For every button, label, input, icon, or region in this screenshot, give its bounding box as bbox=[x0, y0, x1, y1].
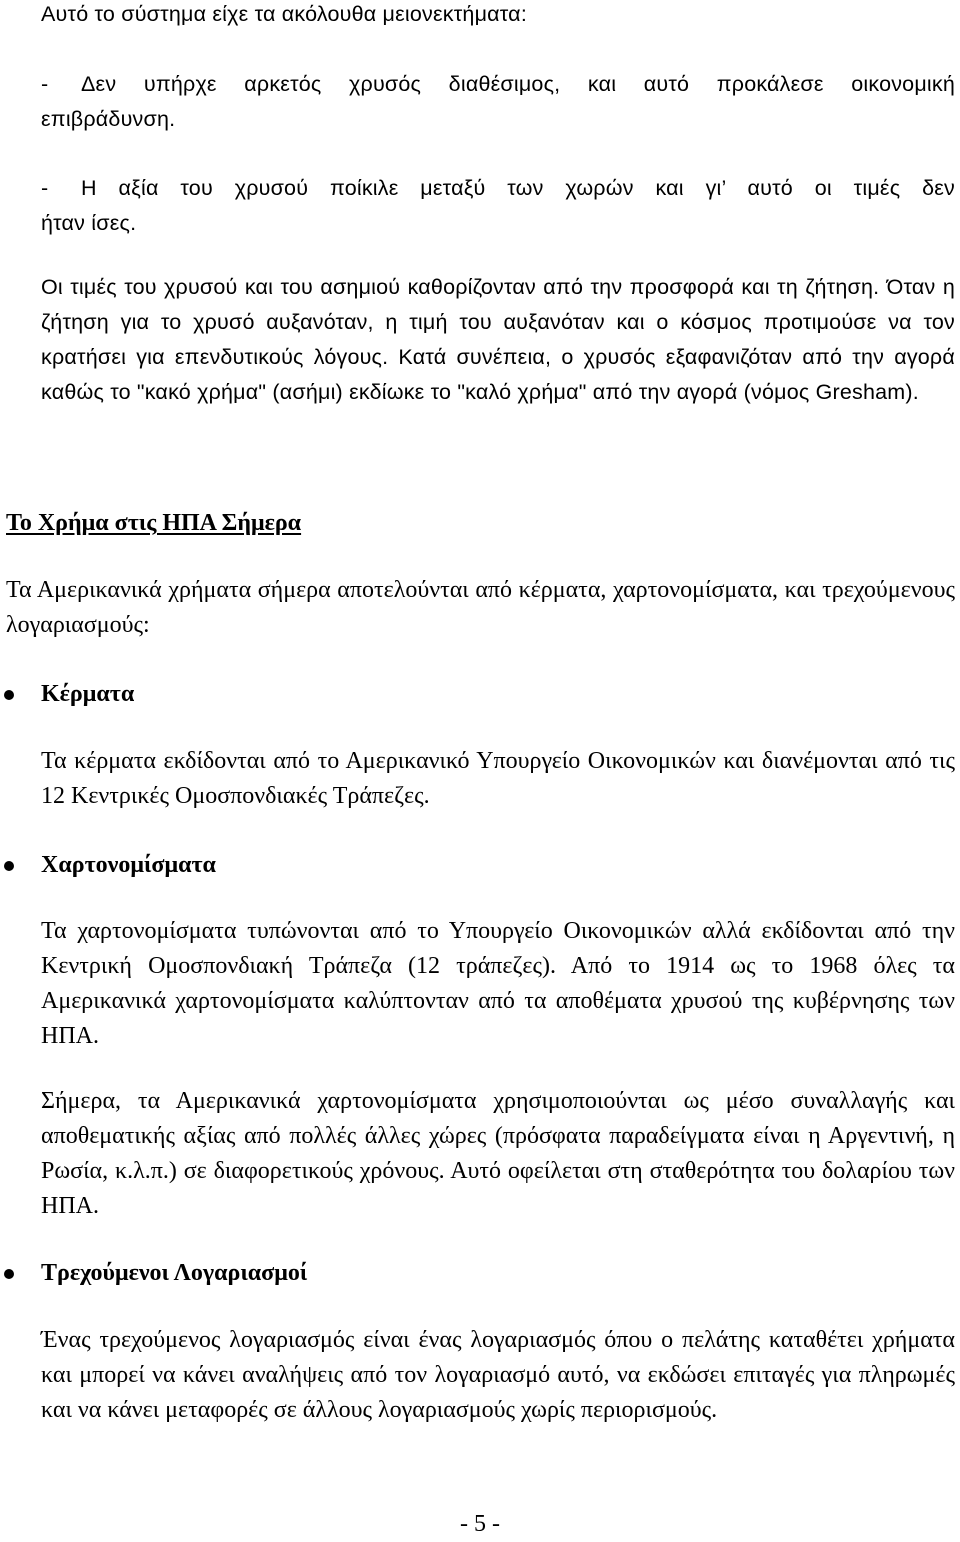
bullet-title: Κέρματα bbox=[41, 681, 135, 707]
disadvantage-item-2 bbox=[41, 171, 955, 241]
dash-marker: - bbox=[41, 176, 49, 200]
bullet-banknotes bbox=[0, 848, 960, 883]
disadvantage-line: ήταν ίσες. bbox=[41, 211, 137, 235]
bullet-title: Χαρτονομίσματα bbox=[41, 852, 216, 878]
intro-line: Αυτό το σύστημα είχε τα ακόλουθα μειονεκτήματα: bbox=[41, 2, 527, 26]
disadvantage-line: Δεν υπήρχε αρκετός χρυσός διαθέσιμος, και αυτό προκάλεσε οικονομική bbox=[81, 72, 955, 96]
disadvantage-item-1 bbox=[41, 67, 955, 137]
page-number: - 5 - bbox=[460, 1511, 500, 1537]
bullet-icon bbox=[4, 861, 14, 871]
bullet-checking bbox=[0, 1256, 960, 1291]
banknotes-text-1: Τα χαρτονομίσματα τυπώνονται από το Υπουργείο Οικονομικών αλλά εκδίδονται από την Κεντρική Ομοσπονδιακή Τράπεζα (12 τράπεζες). Από το 1914 ως το 1968 όλες τα Αμερικανικά χαρτονομίσματα καλύπτονταν από τα αποθέματα χρυσού της κυβέρνησης των ΗΠΑ. bbox=[41, 918, 955, 1049]
disadvantage-line: επιβράδυνση. bbox=[41, 107, 176, 131]
bullet-coins bbox=[0, 677, 960, 712]
section-heading: Το Χρήμα στις ΗΠΑ Σήμερα bbox=[6, 510, 302, 536]
bullet-icon bbox=[4, 1269, 14, 1279]
section-intro: Τα Αμερικανικά χρήματα σήμερα αποτελούνται από κέρματα, χαρτονομίσματα, και τρεχούμενους λογαριασμούς: bbox=[6, 577, 955, 638]
checking-text: Ένας τρεχούμενος λογαριασμός είναι ένας λογαριασμός όπου ο πελάτης καταθέτει χρήματα και μπορεί να κάνει αναλήψεις από τον λογαριασμό αυτό, να εκδώσει επιταγές για πληρωμές και να κάνει μεταφορές σε άλλους λογαριασμούς χωρίς περιορισμούς. bbox=[41, 1327, 955, 1423]
disadvantage-line: Η αξία του χρυσού ποίκιλε μεταξύ των χωρών και γι’ αυτό οι τιμές δεν bbox=[81, 176, 955, 200]
bullet-icon bbox=[4, 690, 14, 700]
dash-marker: - bbox=[41, 72, 49, 96]
banknotes-text-2: Σήμερα, τα Αμερικανικά χαρτονομίσματα χρησιμοποιούνται ως μέσο συναλλαγής και αποθεματικής αξίας από πολλές άλλες χώρες (πρόσφατα παραδείγματα είναι η Αργεντινή, η Ρωσία, κ.λ.π.) σε διαφορετικούς χρόνους. Αυτό οφείλεται στη σταθερότητα του δολαρίου των ΗΠΑ. bbox=[41, 1088, 955, 1219]
gresham-paragraph: Οι τιμές του χρυσού και του ασημιού καθορίζονταν από την προσφορά και τη ζήτηση. Όταν η ζήτηση για το χρυσό αυξανόταν, η τιμή του αυξανόταν και ο κόσμος προτιμούσε να τον κρατήσει για επενδυτικούς λόγους. Κατά συνέπεια, ο χρυσός εξαφανιζόταν από την αγορά καθώς το "κακό χρήμα" (ασήμι) εκδίωκε το "καλό χρήμα" από την αγορά (νόμος Gresham). bbox=[41, 275, 955, 404]
coins-text: Τα κέρματα εκδίδονται από το Αμερικανικό Υπουργείο Οικονομικών και διανέμονται από τις 12 Κεντρικές Ομοσπονδιακές Τράπεζες. bbox=[41, 748, 955, 809]
bullet-title: Τρεχούμενοι Λογαριασμοί bbox=[41, 1260, 308, 1286]
